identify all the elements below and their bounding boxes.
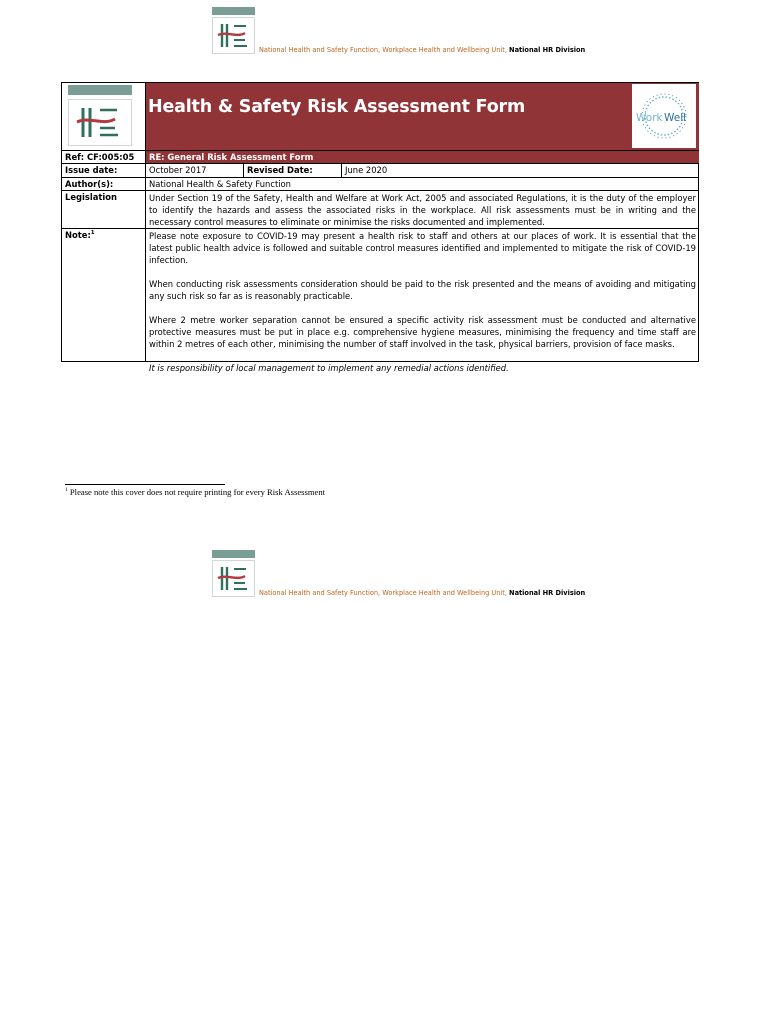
ref-row bbox=[62, 150, 699, 163]
note-text bbox=[146, 229, 699, 373]
header-division: National HR Division bbox=[509, 46, 586, 54]
hse-logo-icon bbox=[213, 561, 254, 596]
footnote-marker: 1 bbox=[65, 487, 68, 494]
footnote-rule bbox=[65, 484, 225, 485]
note-paragraph: Please note exposure to COVID-19 may present a health risk to staff and others at our places of work. It is essential that the latest public health advice is followed and suitable control measures identified and implemented to mitigate the risk of COVID-19 infection. bbox=[149, 231, 696, 265]
hse-logo-icon bbox=[213, 18, 254, 53]
hse-logo-icon bbox=[69, 100, 131, 145]
legislation-text: Under Section 19 of the Safety, Health and Welfare at Work Act, 2005 and associated Regulations, it is the duty of the employer to identify the hazards and assess the associated risks in the workplace. All risk assessments must be in writing and the necessary control measures to eliminate or minimise the risks documented and implemented. bbox=[149, 193, 696, 227]
footnote: $^1$ Please note this cover does not require printing for every Risk Assessment bbox=[65, 487, 326, 497]
revised-date-value: June 2020 bbox=[345, 165, 388, 175]
re-value: RE: General Risk Assessment Form bbox=[146, 151, 699, 163]
hse-logo bbox=[212, 550, 255, 596]
header-tagline: National Health and Safety Function, Workplace Health and Wellbeing Unit, National HR Division bbox=[259, 589, 586, 597]
page-header-top bbox=[212, 7, 612, 61]
author-row bbox=[62, 177, 699, 190]
issue-date-label: Issue date: bbox=[62, 164, 146, 177]
legislation-label: Legislation bbox=[62, 191, 146, 228]
issue-date-value: October 2017 bbox=[146, 164, 244, 177]
legislation-row bbox=[62, 190, 699, 228]
note-paragraph: Where 2 metre worker separation cannot be ensured a specific activity risk assessment must be conducted and alternative protective measures must be put in place e.g. comprehensive hygiene measures, minimising the frequency and time staff are within 2 metres of each other, minimising the number of staff involved in the task, physical barriers, provision of face masks. bbox=[149, 315, 696, 349]
form-logo-cell bbox=[62, 83, 146, 150]
issue-row bbox=[62, 163, 699, 177]
risk-assessment-form bbox=[61, 82, 699, 373]
note-footnote-marker: 1 bbox=[90, 230, 95, 237]
hse-logo bbox=[212, 7, 255, 53]
svg-text:Well: Well bbox=[664, 112, 687, 124]
revised-date-label: Revised Date: bbox=[244, 164, 342, 177]
note-row bbox=[62, 228, 699, 373]
workwell-logo bbox=[632, 84, 696, 148]
author-label: Author(s): bbox=[62, 178, 146, 190]
author-value: National Health & Safety Function bbox=[149, 179, 291, 189]
form-banner bbox=[146, 83, 699, 150]
note-paragraph-remedial: It is responsibility of local management to implement any remedial actions identified. bbox=[149, 363, 509, 373]
workwell-logo-icon bbox=[632, 84, 696, 148]
note-label: Note:$^1$ bbox=[62, 229, 146, 362]
form-title: Health & Safety Risk Assessment Form bbox=[148, 97, 526, 117]
header-division: National HR Division bbox=[509, 589, 586, 597]
page-header-second bbox=[212, 550, 612, 604]
note-paragraph: When conducting risk assessments consideration should be paid to the risk presented and the means of avoiding and mitigating any such risk so far as is reasonably practicable. bbox=[149, 279, 696, 301]
header-tagline: National Health and Safety Function, Workplace Health and Wellbeing Unit, National HR Division bbox=[259, 46, 586, 54]
svg-text:Work: Work bbox=[636, 112, 663, 124]
ref-label: Ref: CF:005:05 bbox=[62, 151, 146, 163]
